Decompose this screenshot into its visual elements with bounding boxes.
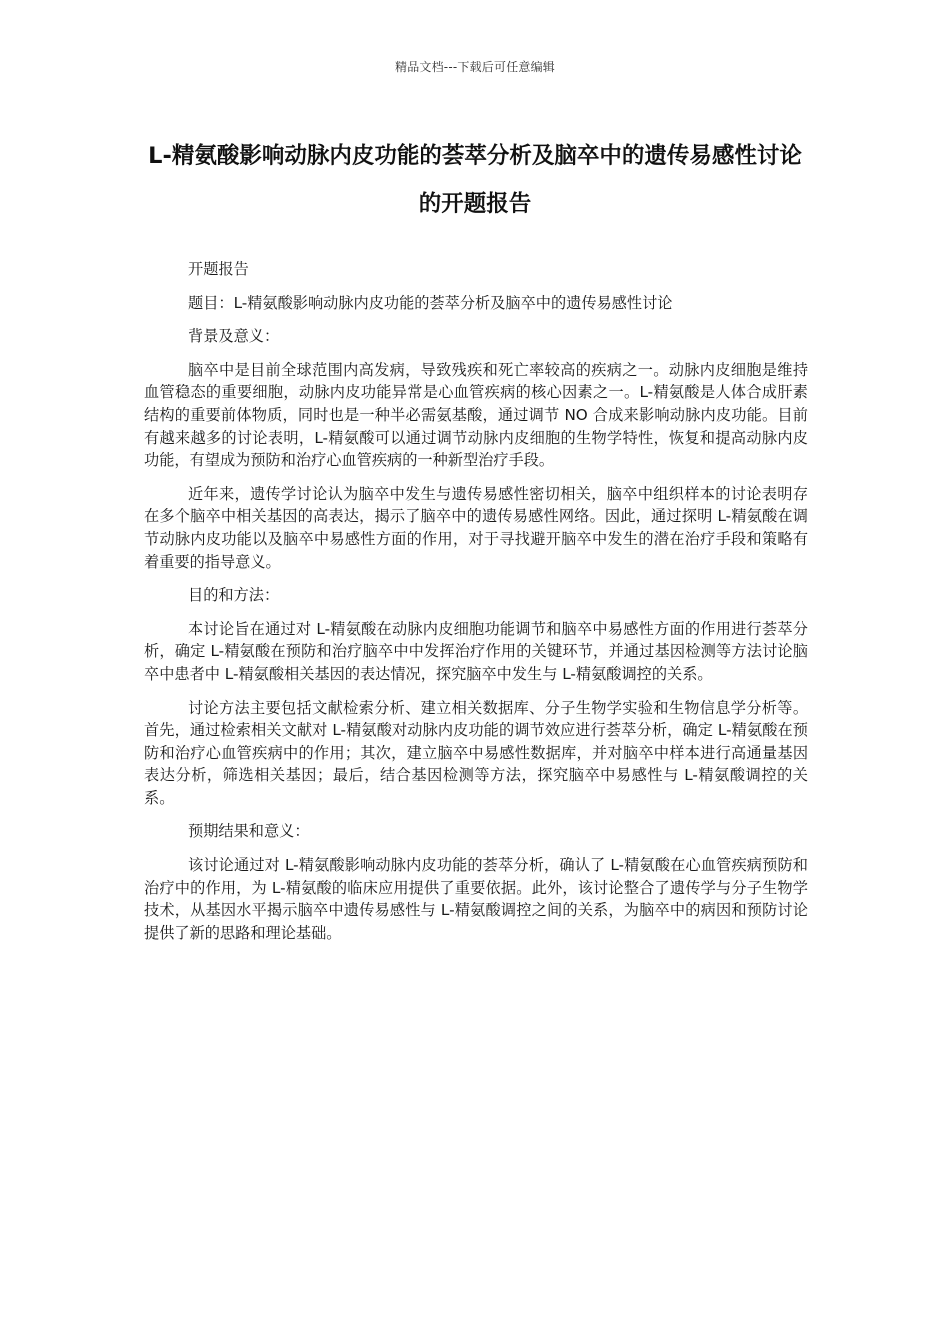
background-paragraph-1: 脑卒中是目前全球范围内高发病，导致残疾和死亡率较高的疾病之一。动脉内皮细胞是维持血管稳态的重要细胞，动脉内皮功能异常是心血管疾病的核心因素之一。L-精氨酸是人体合成肝素结构的重要前体物质，同时也是一种半必需氨基酸，通过调节 NO 合成来影响动脉内皮功能。目前有越来越多的讨论表明，L-精氨酸可以通过调节动脉内皮细胞的生物学特性，恢复和提高动脉内皮功能，有望成为预防和治疗心血管疾病的一种新型治疗手段。 <box>144 360 808 470</box>
purpose-heading: 目的和方法： <box>188 586 280 605</box>
purpose-paragraph-1: 本讨论旨在通过对 L-精氨酸在动脉内皮细胞功能调节和脑卒中易感性方面的作用进行荟萃分析，确定 L-精氨酸在预防和治疗脑卒中中发挥治疗作用的关键环节，并通过基因检测等方法讨论脑卒中患者中 L-精氨酸相关基因的表达情况，探究脑卒中发生与 L-精氨酸调控的关系。 <box>144 619 808 683</box>
header-note: 精品文档---下载后可任意编辑 <box>395 60 555 74</box>
purpose-paragraph-2: 讨论方法主要包括文献检索分析、建立相关数据库、分子生物学实验和生物信息学分析等。首先，通过检索相关文献对 L-精氨酸对动脉内皮功能的调节效应进行荟萃分析，确定 L-精氨酸在预防和治疗心血管疾病中的作用；其次，建立脑卒中易感性数据库，并对脑卒中样本进行高通量基因表达分析，筛选相关基因；最后，结合基因检测等方法，探究脑卒中易感性与 L-精氨酸调控的关系。 <box>144 698 808 807</box>
report-label: 开题报告 <box>188 260 249 278</box>
results-paragraph-1: 该讨论通过对 L-精氨酸影响动脉内皮功能的荟萃分析，确认了 L-精氨酸在心血管疾病预防和治疗中的作用，为 L-精氨酸的临床应用提供了重要依据。此外，该讨论整合了遗传学与分子生物学技术，从基因水平揭示脑卒中遗传易感性与 L-精氨酸调控之间的关系，为脑卒中的病因和预防讨论提供了新的思路和理论基础。 <box>144 856 808 942</box>
document-title: L-精氨酸影响动脉内皮功能的荟萃分析及脑卒中的遗传易感性讨论的开题报告 <box>148 143 802 217</box>
document-body <box>144 258 808 955</box>
background-paragraph-2: 近年来，遗传学讨论认为脑卒中发生与遗传易感性密切相关，脑卒中组织样本的讨论表明存在多个脑卒中相关基因的高表达，揭示了脑卒中的遗传易感性网络。因此，通过探明 L-精氨酸在调节动脉内皮功能以及脑卒中易感性方面的作用，对于寻找避开脑卒中发生的潜在治疗手段和策略有着重要的指导意义。 <box>144 484 808 571</box>
topic-line: 题目：L-精氨酸影响动脉内皮功能的荟萃分析及脑卒中的遗传易感性讨论 <box>188 293 673 312</box>
background-heading: 背景及意义： <box>188 327 280 346</box>
results-heading: 预期结果和意义： <box>188 822 310 841</box>
